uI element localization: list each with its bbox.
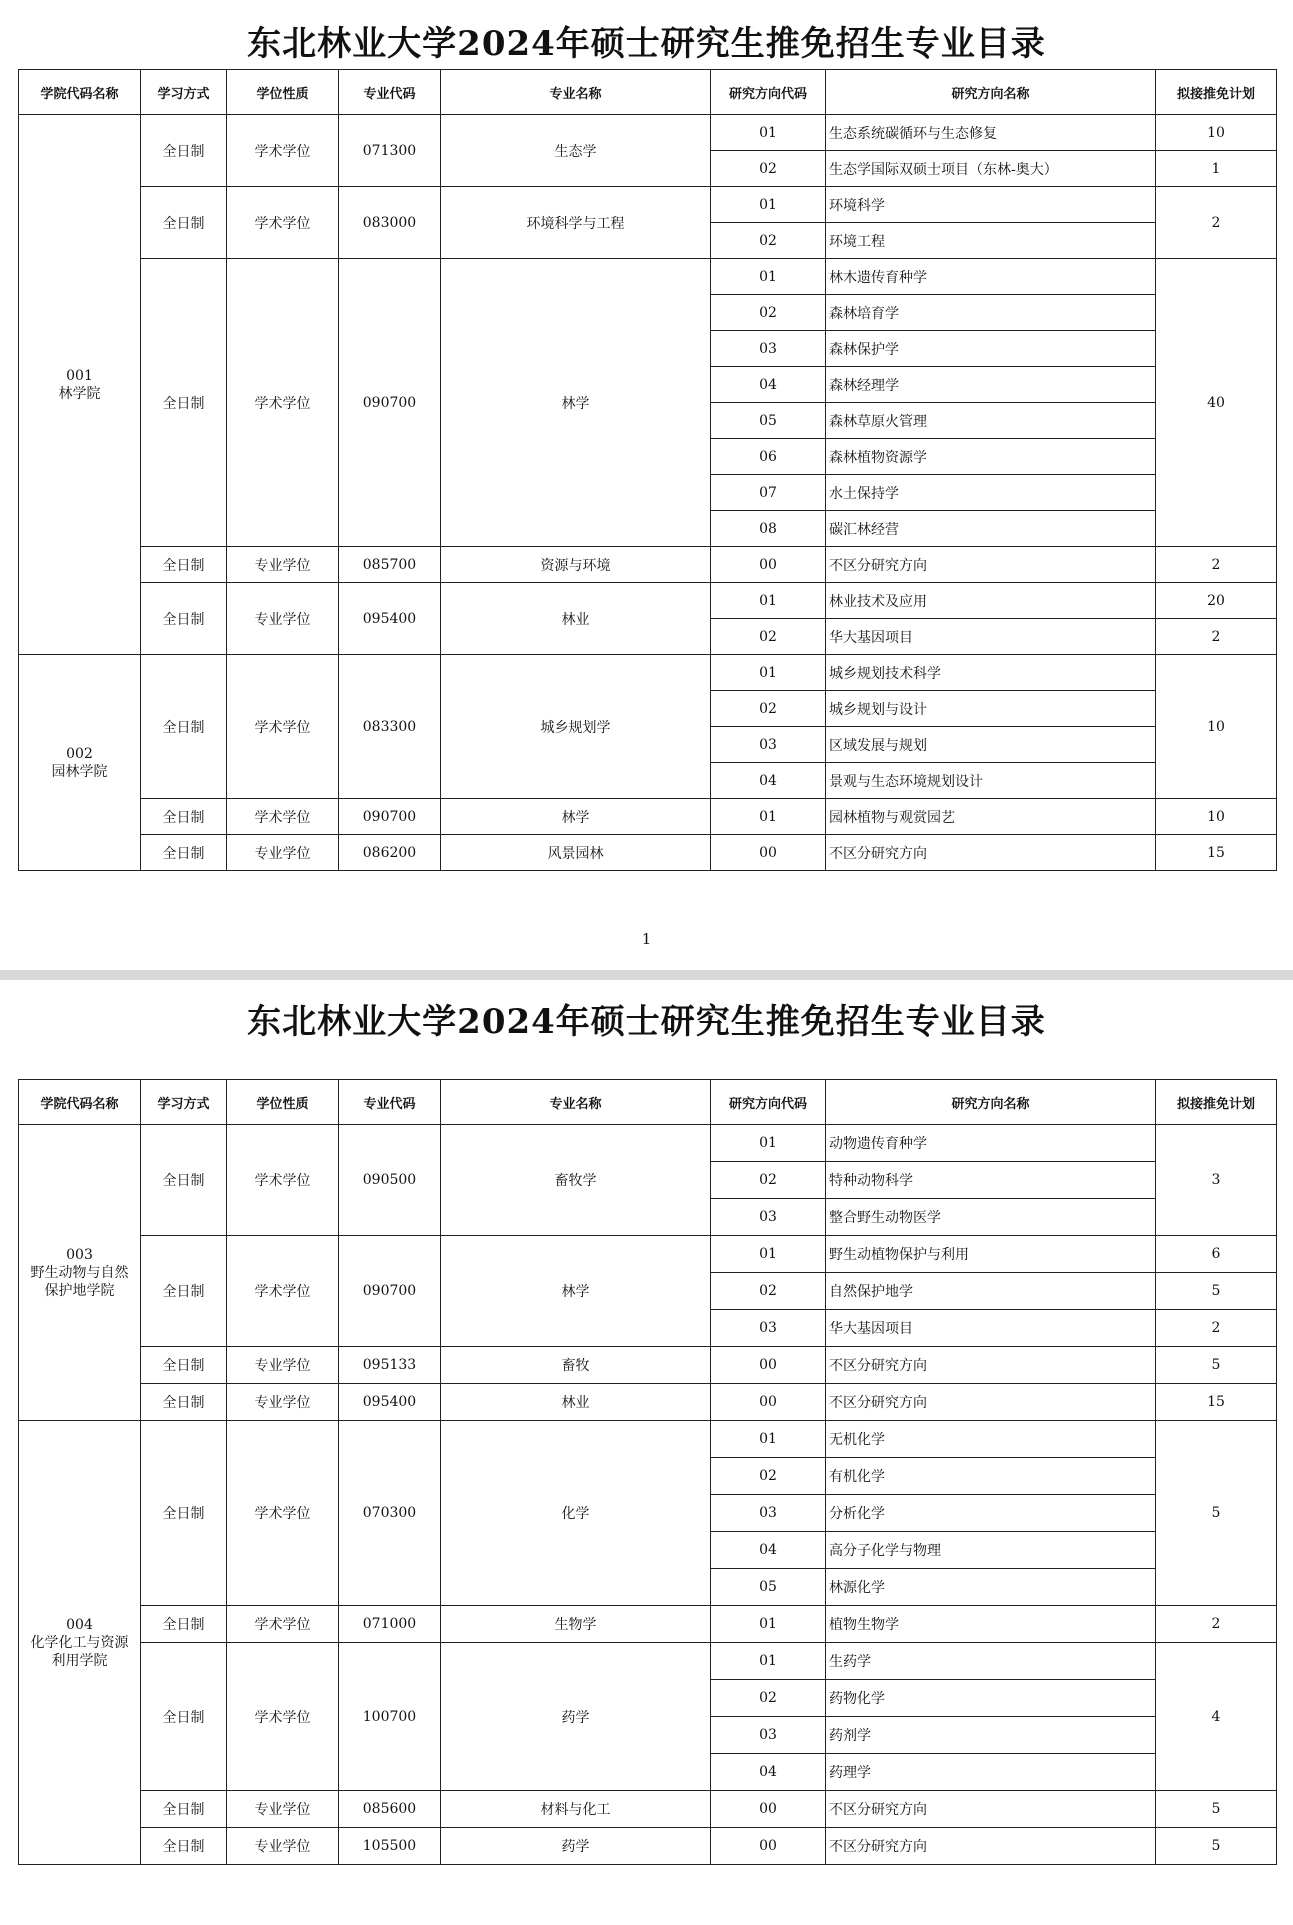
degree-type: 专业学位: [227, 1347, 339, 1384]
study-mode: 全日制: [141, 1791, 227, 1828]
direction-code: 03: [711, 1717, 826, 1754]
direction-code: 00: [711, 1791, 826, 1828]
major-code: 083300: [339, 655, 441, 799]
degree-type: 学术学位: [227, 1236, 339, 1347]
table-row: [19, 1643, 1277, 1680]
table-header-row: [19, 70, 1277, 115]
study-mode: 全日制: [141, 547, 227, 583]
direction-code: 05: [711, 1569, 826, 1606]
direction-code: 03: [711, 727, 826, 763]
admission-plan: 4: [1156, 1643, 1277, 1791]
table-row: [19, 1125, 1277, 1162]
major-name: 药学: [441, 1643, 711, 1791]
college-name: 野生动物与自然保护地学院: [30, 1264, 129, 1299]
degree-type: 专业学位: [227, 835, 339, 871]
admission-plan: 2: [1156, 1606, 1277, 1643]
admission-plan: 5: [1156, 1421, 1277, 1606]
column-header: 研究方向名称: [826, 70, 1156, 115]
direction-code: 02: [711, 691, 826, 727]
direction-code: 08: [711, 511, 826, 547]
direction-name: 植物生物学: [826, 1606, 1156, 1643]
college-code: 001: [66, 367, 93, 384]
direction-name: 药剂学: [826, 1717, 1156, 1754]
major-name: 材料与化工: [441, 1791, 711, 1828]
direction-name: 森林草原火管理: [826, 403, 1156, 439]
college-code: 003: [66, 1246, 93, 1263]
direction-name: 不区分研究方向: [826, 1347, 1156, 1384]
admission-plan: 15: [1156, 835, 1277, 871]
admission-plan: 5: [1156, 1347, 1277, 1384]
page-separator: [0, 970, 1293, 980]
direction-code: 02: [711, 295, 826, 331]
program-table: [18, 69, 1277, 871]
study-mode: 全日制: [141, 187, 227, 259]
column-header: 学习方式: [141, 70, 227, 115]
table-row: [19, 1384, 1277, 1421]
direction-name: 林业技术及应用: [826, 583, 1156, 619]
direction-code: 03: [711, 331, 826, 367]
direction-code: 01: [711, 259, 826, 295]
major-name: 城乡规划学: [441, 655, 711, 799]
major-name: 生态学: [441, 115, 711, 187]
degree-type: 学术学位: [227, 655, 339, 799]
admission-plan: 3: [1156, 1125, 1277, 1236]
admission-plan: 2: [1156, 619, 1277, 655]
major-code: 090700: [339, 259, 441, 547]
direction-code: 00: [711, 1828, 826, 1865]
major-code: 086200: [339, 835, 441, 871]
page-title: 东北林业大学2024年硕士研究生推免招生专业目录: [247, 1002, 1046, 1042]
college-cell: [19, 115, 141, 655]
college-cell: [19, 1421, 141, 1865]
college-code: 004: [66, 1616, 93, 1633]
degree-type: 专业学位: [227, 583, 339, 655]
major-name: 林学: [441, 259, 711, 547]
major-name: 畜牧学: [441, 1125, 711, 1236]
direction-name: 环境工程: [826, 223, 1156, 259]
major-code: 090500: [339, 1125, 441, 1236]
table-row: [19, 655, 1277, 691]
column-header: 拟接推免计划: [1156, 1080, 1277, 1125]
direction-name: 森林培育学: [826, 295, 1156, 331]
direction-name: 高分子化学与物理: [826, 1532, 1156, 1569]
direction-code: 03: [711, 1495, 826, 1532]
study-mode: 全日制: [141, 835, 227, 871]
major-code: 095400: [339, 1384, 441, 1421]
major-name: 环境科学与工程: [441, 187, 711, 259]
direction-name: 景观与生态环境规划设计: [826, 763, 1156, 799]
document-page-2: [0, 980, 1293, 1925]
major-name: 风景园林: [441, 835, 711, 871]
direction-code: 02: [711, 1273, 826, 1310]
major-code: 095400: [339, 583, 441, 655]
direction-code: 01: [711, 655, 826, 691]
table-row: [19, 259, 1277, 295]
direction-name: 药理学: [826, 1754, 1156, 1791]
admission-plan: 20: [1156, 583, 1277, 619]
study-mode: 全日制: [141, 1421, 227, 1606]
admission-plan: 10: [1156, 655, 1277, 799]
direction-name: 生药学: [826, 1643, 1156, 1680]
direction-code: 03: [711, 1199, 826, 1236]
major-name: 药学: [441, 1828, 711, 1865]
direction-name: 水土保持学: [826, 475, 1156, 511]
direction-code: 01: [711, 1643, 826, 1680]
table-row: [19, 1347, 1277, 1384]
direction-name: 林木遗传育种学: [826, 259, 1156, 295]
direction-name: 华大基因项目: [826, 1310, 1156, 1347]
admission-plan: 5: [1156, 1273, 1277, 1310]
direction-name: 城乡规划与设计: [826, 691, 1156, 727]
major-name: 林业: [441, 1384, 711, 1421]
degree-type: 学术学位: [227, 1643, 339, 1791]
degree-type: 专业学位: [227, 1828, 339, 1865]
direction-code: 07: [711, 475, 826, 511]
direction-code: 00: [711, 1384, 826, 1421]
study-mode: 全日制: [141, 1828, 227, 1865]
direction-code: 01: [711, 799, 826, 835]
direction-code: 02: [711, 1680, 826, 1717]
column-header: 拟接推免计划: [1156, 70, 1277, 115]
column-header: 学位性质: [227, 1080, 339, 1125]
degree-type: 学术学位: [227, 799, 339, 835]
table-row: [19, 1236, 1277, 1273]
college-cell: [19, 655, 141, 871]
direction-code: 04: [711, 367, 826, 403]
direction-code: 04: [711, 1754, 826, 1791]
direction-code: 01: [711, 115, 826, 151]
column-header: 研究方向代码: [711, 70, 826, 115]
study-mode: 全日制: [141, 259, 227, 547]
direction-code: 03: [711, 1310, 826, 1347]
table-row: [19, 115, 1277, 151]
direction-name: 整合野生动物医学: [826, 1199, 1156, 1236]
major-code: 095133: [339, 1347, 441, 1384]
column-header: 学位性质: [227, 70, 339, 115]
study-mode: 全日制: [141, 583, 227, 655]
table-row: [19, 583, 1277, 619]
direction-name: 园林植物与观赏园艺: [826, 799, 1156, 835]
admission-plan: 2: [1156, 187, 1277, 259]
direction-name: 华大基因项目: [826, 619, 1156, 655]
direction-code: 01: [711, 187, 826, 223]
major-code: 085700: [339, 547, 441, 583]
admission-plan: 2: [1156, 1310, 1277, 1347]
admission-plan: 40: [1156, 259, 1277, 547]
admission-plan: 1: [1156, 151, 1277, 187]
admission-plan: 10: [1156, 799, 1277, 835]
study-mode: 全日制: [141, 1347, 227, 1384]
direction-code: 02: [711, 223, 826, 259]
table-row: [19, 1791, 1277, 1828]
degree-type: 专业学位: [227, 547, 339, 583]
direction-name: 森林保护学: [826, 331, 1156, 367]
major-code: 083000: [339, 187, 441, 259]
college-name: 林学院: [58, 385, 101, 402]
college-cell: [19, 1125, 141, 1421]
study-mode: 全日制: [141, 655, 227, 799]
major-code: 070300: [339, 1421, 441, 1606]
college-code: 002: [66, 745, 93, 762]
degree-type: 学术学位: [227, 1125, 339, 1236]
direction-name: 生态学国际双硕士项目（东林-奥大）: [826, 151, 1156, 187]
direction-name: 无机化学: [826, 1421, 1156, 1458]
degree-type: 学术学位: [227, 1421, 339, 1606]
direction-name: 林源化学: [826, 1569, 1156, 1606]
page-title: 东北林业大学2024年硕士研究生推免招生专业目录: [247, 24, 1046, 64]
direction-name: 不区分研究方向: [826, 1791, 1156, 1828]
major-code: 105500: [339, 1828, 441, 1865]
major-code: 071300: [339, 115, 441, 187]
admission-plan: 6: [1156, 1236, 1277, 1273]
direction-name: 生态系统碳循环与生态修复: [826, 115, 1156, 151]
study-mode: 全日制: [141, 1606, 227, 1643]
degree-type: 专业学位: [227, 1384, 339, 1421]
direction-code: 01: [711, 1606, 826, 1643]
direction-code: 01: [711, 1125, 826, 1162]
direction-name: 动物遗传育种学: [826, 1125, 1156, 1162]
admission-plan: 2: [1156, 547, 1277, 583]
major-name: 林业: [441, 583, 711, 655]
direction-name: 野生动植物保护与利用: [826, 1236, 1156, 1273]
table-header-row: [19, 1080, 1277, 1125]
direction-code: 01: [711, 1421, 826, 1458]
program-table: [18, 1079, 1277, 1865]
column-header: 专业名称: [441, 1080, 711, 1125]
table-row: [19, 187, 1277, 223]
table-row: [19, 1606, 1277, 1643]
degree-type: 专业学位: [227, 1791, 339, 1828]
table-row: [19, 1828, 1277, 1865]
study-mode: 全日制: [141, 1643, 227, 1791]
admission-plan: 10: [1156, 115, 1277, 151]
major-name: 化学: [441, 1421, 711, 1606]
degree-type: 学术学位: [227, 115, 339, 187]
direction-name: 森林经理学: [826, 367, 1156, 403]
column-header: 研究方向代码: [711, 1080, 826, 1125]
column-header: 研究方向名称: [826, 1080, 1156, 1125]
column-header: 专业代码: [339, 1080, 441, 1125]
direction-name: 森林植物资源学: [826, 439, 1156, 475]
direction-name: 药物化学: [826, 1680, 1156, 1717]
major-name: 林学: [441, 799, 711, 835]
major-code: 085600: [339, 1791, 441, 1828]
direction-code: 02: [711, 1162, 826, 1199]
admission-plan: 5: [1156, 1791, 1277, 1828]
direction-code: 00: [711, 835, 826, 871]
direction-name: 分析化学: [826, 1495, 1156, 1532]
college-name: 化学化工与资源利用学院: [30, 1634, 129, 1669]
column-header: 学习方式: [141, 1080, 227, 1125]
direction-code: 02: [711, 1458, 826, 1495]
column-header: 专业代码: [339, 70, 441, 115]
study-mode: 全日制: [141, 115, 227, 187]
degree-type: 学术学位: [227, 187, 339, 259]
college-name: 园林学院: [51, 763, 108, 780]
column-header: 学院代码名称: [19, 70, 141, 115]
direction-name: 不区分研究方向: [826, 547, 1156, 583]
table-row: [19, 547, 1277, 583]
direction-code: 05: [711, 403, 826, 439]
study-mode: 全日制: [141, 799, 227, 835]
study-mode: 全日制: [141, 1125, 227, 1236]
direction-code: 00: [711, 547, 826, 583]
major-code: 071000: [339, 1606, 441, 1643]
direction-name: 不区分研究方向: [826, 835, 1156, 871]
admission-plan: 15: [1156, 1384, 1277, 1421]
page-number: 1: [641, 930, 652, 948]
direction-name: 特种动物科学: [826, 1162, 1156, 1199]
table-row: [19, 1421, 1277, 1458]
direction-code: 02: [711, 619, 826, 655]
column-header: 学院代码名称: [19, 1080, 141, 1125]
major-name: 生物学: [441, 1606, 711, 1643]
direction-name: 环境科学: [826, 187, 1156, 223]
direction-code: 00: [711, 1347, 826, 1384]
major-code: 090700: [339, 799, 441, 835]
direction-code: 04: [711, 763, 826, 799]
direction-name: 不区分研究方向: [826, 1384, 1156, 1421]
admission-plan: 5: [1156, 1828, 1277, 1865]
degree-type: 学术学位: [227, 1606, 339, 1643]
major-code: 100700: [339, 1643, 441, 1791]
direction-name: 碳汇林经营: [826, 511, 1156, 547]
study-mode: 全日制: [141, 1384, 227, 1421]
table-row: [19, 799, 1277, 835]
major-name: 林学: [441, 1236, 711, 1347]
study-mode: 全日制: [141, 1236, 227, 1347]
direction-code: 01: [711, 583, 826, 619]
direction-code: 04: [711, 1532, 826, 1569]
direction-name: 自然保护地学: [826, 1273, 1156, 1310]
direction-code: 06: [711, 439, 826, 475]
major-name: 畜牧: [441, 1347, 711, 1384]
direction-name: 不区分研究方向: [826, 1828, 1156, 1865]
direction-name: 有机化学: [826, 1458, 1156, 1495]
degree-type: 学术学位: [227, 259, 339, 547]
direction-code: 01: [711, 1236, 826, 1273]
major-code: 090700: [339, 1236, 441, 1347]
column-header: 专业名称: [441, 70, 711, 115]
direction-code: 02: [711, 151, 826, 187]
direction-name: 区域发展与规划: [826, 727, 1156, 763]
direction-name: 城乡规划技术科学: [826, 655, 1156, 691]
table-row: [19, 835, 1277, 871]
major-name: 资源与环境: [441, 547, 711, 583]
